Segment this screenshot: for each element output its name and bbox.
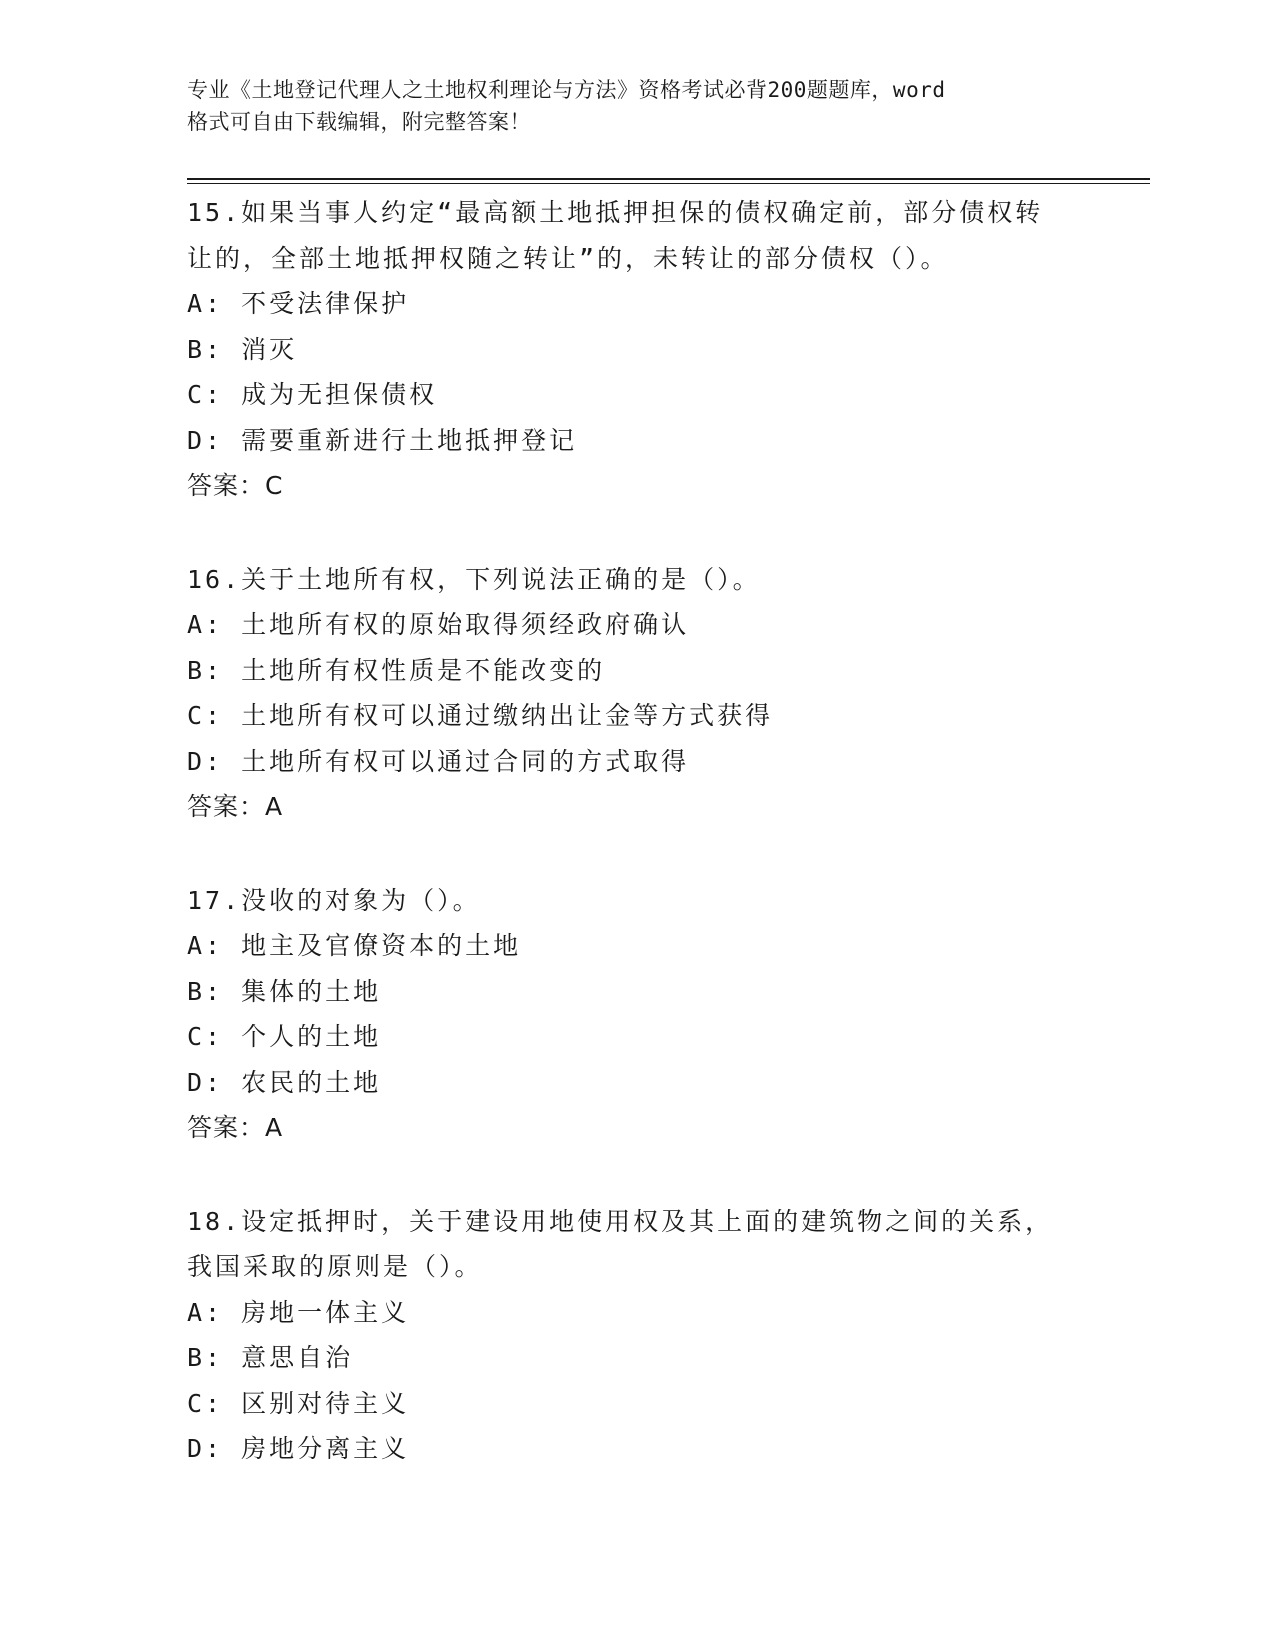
option-b: B: 土地所有权性质是不能改变的: [187, 655, 606, 685]
option-b: B: 意思自治: [187, 1343, 354, 1372]
option-d: D: 需要重新进行土地抵押登记: [187, 425, 578, 455]
option-d: D: 房地分离主义: [187, 1434, 410, 1463]
question-stem: 16.关于土地所有权，下列说法正确的是（）。: [187, 564, 761, 594]
question-17: [187, 878, 1087, 1151]
header-divider-thin: [187, 183, 1150, 184]
option-a: A: 房地一体主义: [187, 1297, 410, 1327]
header-divider-thick: [187, 178, 1150, 180]
answer-line: 答案：A: [187, 1113, 284, 1142]
option-c: C: 成为无担保债权: [187, 380, 438, 409]
answer-line: 答案：A: [187, 792, 284, 821]
question-15: [187, 190, 1087, 509]
option-c: C: 土地所有权可以通过缴纳出让金等方式获得: [187, 701, 774, 730]
question-list: [187, 190, 1087, 1520]
question-stem: 15.如果当事人约定“最高额土地抵押担保的债权确定前，部分债权转让的，全部土地抵押权随之转让”的，未转让的部分债权（）。: [187, 198, 1044, 273]
option-c: C: 个人的土地: [187, 1022, 382, 1051]
option-d: D: 农民的土地: [187, 1067, 382, 1097]
option-c: C: 区别对待主义: [187, 1388, 410, 1418]
question-stem: 17.没收的对象为（）。: [187, 885, 481, 915]
question-16: [187, 557, 1087, 830]
question-stem: 18.设定抵押时，关于建设用地使用权及其上面的建筑物之间的关系，我国采取的原则是（）。: [187, 1206, 1054, 1281]
answer-line: 答案：C: [187, 471, 284, 500]
option-b: B: 集体的土地: [187, 976, 382, 1006]
header-line-1: 专业《土地登记代理人之土地权利理论与方法》资格考试必背200题题库，word: [187, 78, 946, 102]
option-b: B: 消灭: [187, 334, 298, 364]
document-header: [187, 74, 1067, 138]
option-d: D: 土地所有权可以通过合同的方式取得: [187, 746, 690, 776]
option-a: A: 不受法律保护: [187, 289, 410, 318]
header-line-2: 格式可自由下载编辑，附完整答案！: [187, 110, 531, 134]
option-a: A: 地主及官僚资本的土地: [187, 931, 522, 960]
question-18: [187, 1199, 1087, 1472]
option-a: A: 土地所有权的原始取得须经政府确认: [187, 610, 690, 639]
